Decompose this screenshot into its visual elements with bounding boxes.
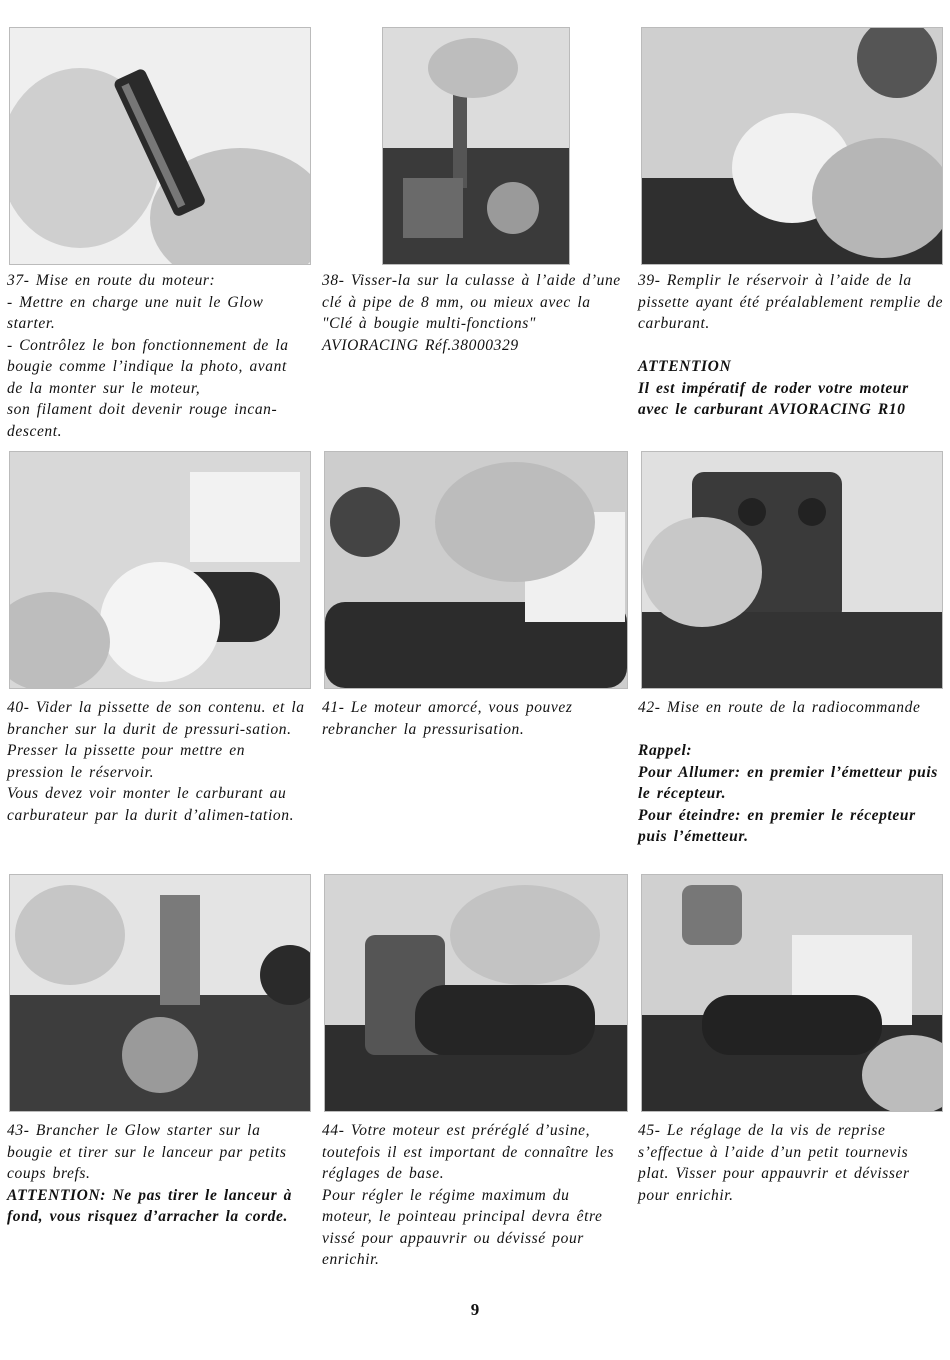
photo-step-44 — [324, 874, 628, 1112]
caption-step-39 — [638, 270, 944, 421]
photo-step-43 — [9, 874, 311, 1112]
caption-paragraph: 45- Le réglage de la vis de reprise s’effectue à l’aide d’un petit tournevis plat. Visser pour appauvrir et dévisser pour enrichir. — [638, 1122, 910, 1204]
caption-step-40 — [7, 697, 307, 826]
caption-paragraph: 41- Le moteur amorcé, vous pouvez rebrancher la pressurisation. — [322, 699, 573, 738]
warning-paragraph: ATTENTION: Ne pas tirer le lanceur à fond, vous risquez d’arracher la corde. — [7, 1186, 293, 1225]
photo-step-45 — [641, 874, 943, 1112]
caption-paragraph: 43- Brancher le Glow starter sur la bougie et tirer sur le lanceur par petits coups brefs. — [7, 1122, 287, 1182]
caption-paragraph: 40- Vider la pissette de son contenu. et la brancher sur la durit de pressuri-sation. Presser la pissette pour mettre en pression le réservoir. Vous devez voir monter le carburant au carburateur par la durit d’alimen-tation. — [7, 699, 305, 824]
caption-paragraph: 39- Remplir le réservoir à l’aide de la pissette ayant été préalablement remplie de carburant. — [638, 272, 944, 332]
caption-step-43 — [7, 1120, 307, 1228]
caption-step-38 — [322, 270, 622, 356]
reminder-paragraph: Rappel: Pour Allumer: en premier l’émetteur puis le récepteur. Pour éteindre: en premier le récepteur puis l’émetteur. — [638, 742, 938, 845]
photo-step-38 — [382, 27, 570, 265]
caption-step-37 — [7, 270, 307, 442]
caption-step-41 — [322, 697, 622, 740]
page-number: 9 — [470, 1300, 480, 1319]
warning-paragraph: ATTENTION Il est impératif de roder votre moteur avec le carburant AVIORACING R10 — [638, 358, 909, 418]
photo-step-42 — [641, 451, 943, 689]
caption-step-45 — [638, 1120, 944, 1206]
photo-step-39 — [641, 27, 943, 265]
caption-paragraph: 44- Votre moteur est préréglé d’usine, toutefois il est important de connaître les réglages de base. Pour régler le régime maximum du moteur, le pointeau principal devra être vissé pour appauvrir ou dévissé pour enrichir. — [322, 1122, 615, 1268]
photo-step-41 — [324, 451, 628, 689]
caption-step-42 — [638, 697, 944, 848]
photo-step-37 — [9, 27, 311, 265]
caption-step-44 — [322, 1120, 622, 1271]
photo-step-40 — [9, 451, 311, 689]
caption-paragraph: 37- Mise en route du moteur: - Mettre en charge une nuit le Glow starter. - Contrôlez le bon fonctionnement de la bougie comme l’indique la photo, avant de la monter sur le moteur, son filament doit devenir rouge incan-descent. — [7, 272, 289, 440]
caption-paragraph: 42- Mise en route de la radiocommande — [638, 699, 921, 716]
caption-paragraph: 38- Visser-la sur la culasse à l’aide d’une clé à pipe de 8 mm, ou mieux avec la "Clé à bougie multi-fonctions" AVIORACING Réf.38000329 — [322, 272, 621, 354]
